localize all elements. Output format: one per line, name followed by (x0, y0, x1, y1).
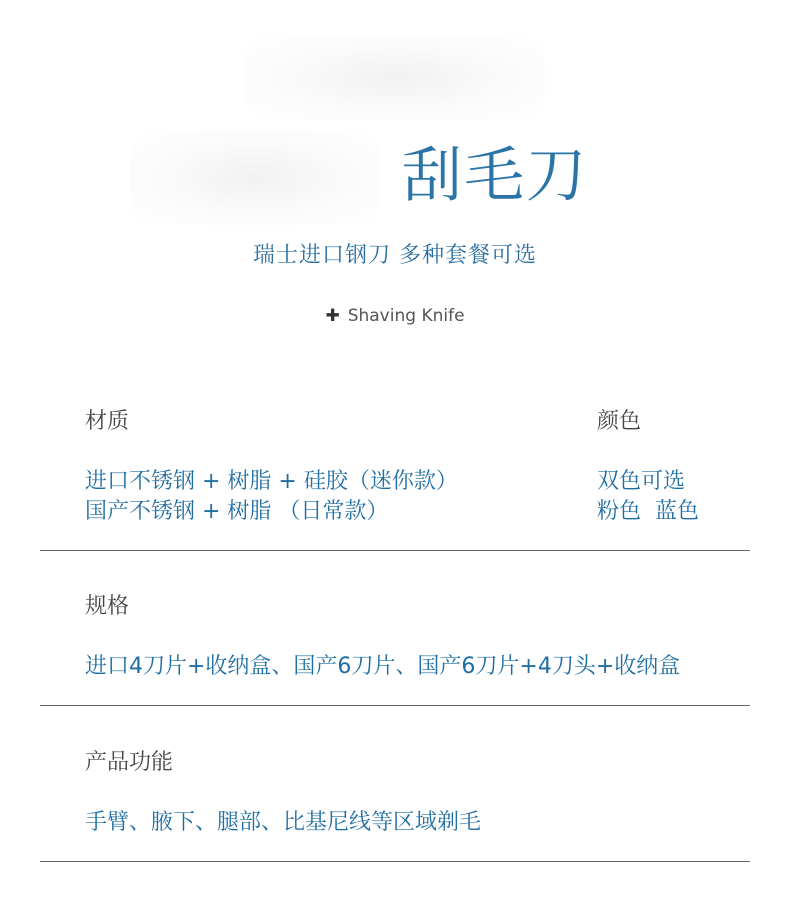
product-image-placeholder-left (130, 130, 380, 225)
section-divider (40, 705, 750, 706)
color-label: 颜色 (597, 409, 642, 434)
color-value-line-1: 双色可选 (597, 469, 686, 494)
material-value-line-1: 进口不锈钢 + 树脂 + 硅胶（迷你款） (85, 469, 458, 494)
product-title: 刮毛刀 (402, 141, 588, 211)
function-value: 手臂、腋下、腿部、比基尼线等区域剃毛 (85, 810, 482, 835)
product-image-placeholder-top (245, 35, 545, 120)
english-name-text: Shaving Knife (347, 306, 465, 326)
function-label: 产品功能 (85, 750, 174, 775)
section-divider (40, 861, 750, 862)
material-value-line-2: 国产不锈钢 + 树脂 （日常款） (85, 499, 389, 524)
english-name (0, 303, 790, 329)
section-divider (40, 550, 750, 551)
spec-value: 进口4刀片+收纳盒、国产6刀片、国产6刀片+4刀头+收纳盒 (85, 654, 681, 679)
product-subtitle: 瑞士进口钢刀 多种套餐可选 (253, 243, 537, 268)
plus-icon: ✚ (325, 306, 340, 326)
material-label: 材质 (85, 409, 130, 434)
color-value-line-2: 粉色 蓝色 (597, 499, 699, 524)
spec-label: 规格 (85, 594, 130, 619)
